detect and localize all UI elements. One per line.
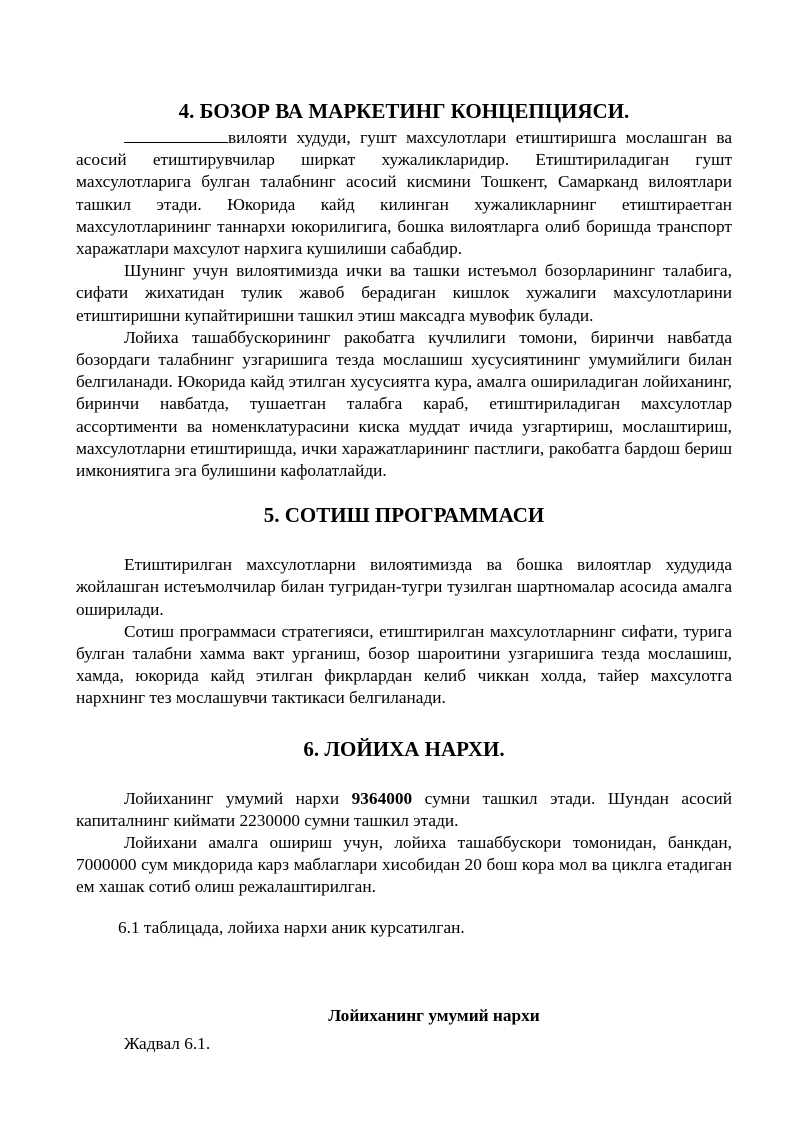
project-total-amount: 9364000 bbox=[351, 788, 413, 808]
section-6-paragraph-1-end: сумни ташкил этади. Шундан асосий капиталнинг киймати 2230000 сумни ташкил этади. bbox=[76, 788, 732, 830]
section-6-paragraph-2: Лойихани амалга ошириш учун, лойиха ташаббускори томонидан, банкдан, 7000000 сум микдорида карз маблаглари хисобидан 20 бош кора мол ва циклга етадиган ем хашак сотиб олиш режалаштирилган. bbox=[76, 833, 732, 897]
section-6-paragraph-1 bbox=[76, 788, 732, 832]
section-4-paragraph-1 bbox=[76, 126, 732, 260]
section-6-heading: 6. ЛОЙИХА НАРХИ. bbox=[303, 736, 505, 761]
table-title: Лойиханинг умумий нархи bbox=[328, 1005, 540, 1025]
fill-in-blank bbox=[124, 126, 228, 143]
section-4-paragraph-1-text: вилояти худуди, гушт махсулотлари етиштиришга мослашган ва асосий етиштирувчилар ширкат хужаликларидир. Етиштириладиган гушт махсулотларига булган талабнинг асосий кисмини Тошкент, Самарканд вилоятлари ташкил этади. Юкорида кайд килинган хужаликларнинг етиштираетган махсулотларининг таннархи юкорилигига, бошка вилоятларга олиб боришда транспорт харажатлари махсулот нархига кушилиши сабабдир. bbox=[76, 128, 732, 259]
section-4-heading: 4. БОЗОР ВА МАРКЕТИНГ КОНЦЕПЦИЯСИ. bbox=[178, 99, 630, 123]
section-6-paragraph-1-start: Лойиханинг умумий нархи bbox=[124, 788, 352, 808]
section-4-paragraph-2: Шунинг учун вилоятимизда ички ва ташки истеъмол бозорларининг талабига, сифати жихатидан тулик жавоб берадиган кишлок хужалиги махсулотларини етиштиришни купайтиришни ташкил этиш максадга мувофик булади. bbox=[76, 261, 732, 325]
section-5-heading: 5. СОТИШ ПРОГРАММАСИ bbox=[263, 503, 545, 528]
section-5-paragraph-2: Сотиш программаси стратегияси, етиштирилган махсулотларнинг сифати, турига булган талабни хамма вакт урганиш, бозор шароитини узгаришига тезда мослашиш, хамда, юкорида кайд этилган фикрлардан келиб чиккан холда, тайер махсулотга нархнинг тез мослашувчи тактикаси белгиланади. bbox=[76, 621, 732, 708]
section-5-paragraph-1: Етиштирилган махсулотларни вилоятимизда ва бошка вилоятлар худудида жойлашган истеъмолчилар билан тугридан-тугри тузилган шартномалар асосида амалга оширилади. bbox=[76, 555, 732, 619]
table-label: Жадвал 6.1. bbox=[124, 1033, 211, 1053]
section-4-paragraph-3: Лойиха ташаббускорининг ракобатга кучлилиги томони, биринчи навбатда бозордаги талабнинг узгаришига тезда мослашиш хусусиятининг умумийлиги билан белгиланади. Юкорида кайд этилган хусусиятга кура, амалга ошириладиган лойиханинг, биринчи навбатда, тушаетган талабга караб, етиштириладиган махсулотлар ассортименти ва номенклатурасини киска муддат ичида узгартириш, мослаштириш, махсулотларни етиштиришда, ички харажатларининг пастлиги, ракобатга бардош бериш имкониятига эга булишини кафолатлайди. bbox=[76, 327, 732, 481]
document-content bbox=[76, 96, 732, 1055]
table-reference-note: 6.1 таблицада, лойиха нархи аник курсатилган. bbox=[118, 917, 465, 937]
